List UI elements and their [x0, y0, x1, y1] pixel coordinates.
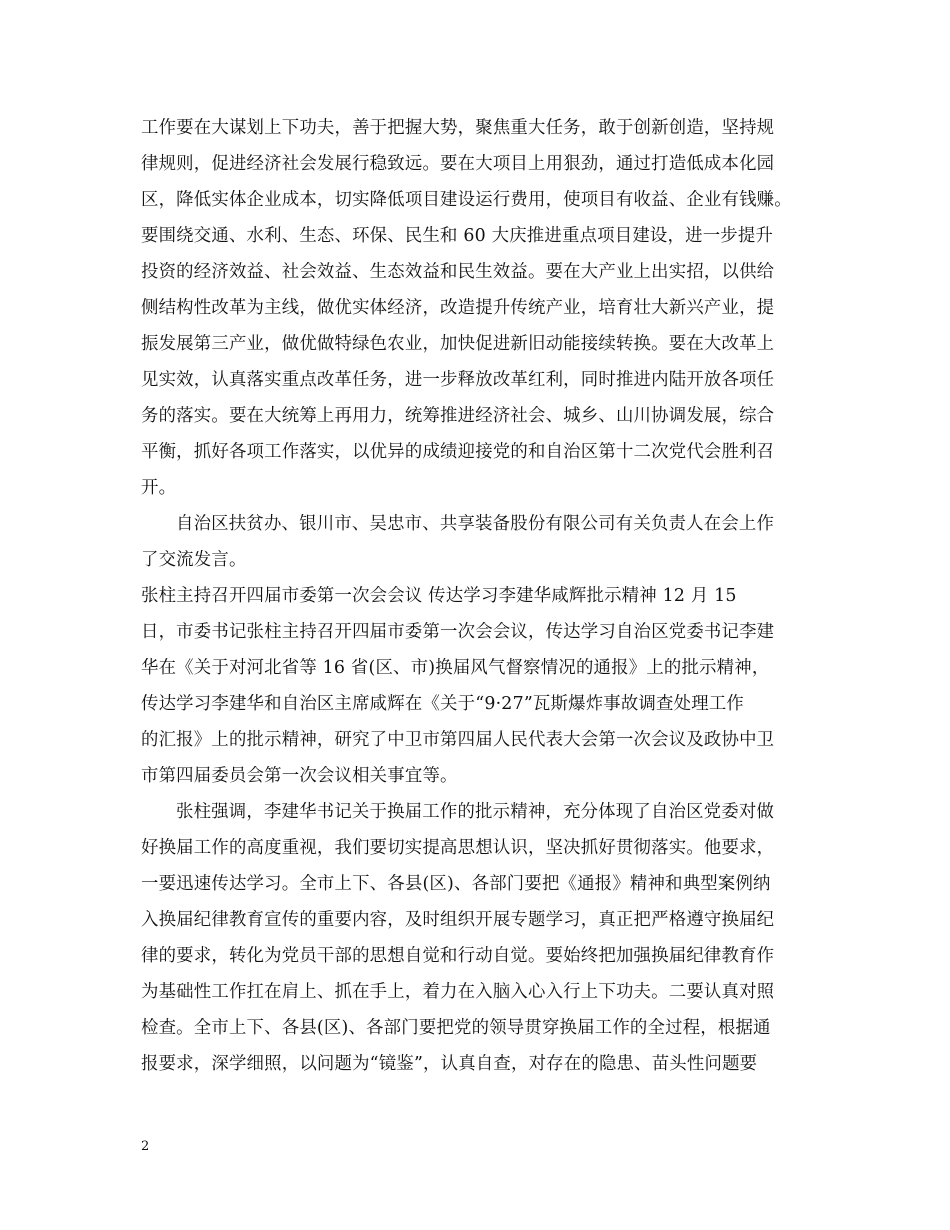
text-line: 见实效，认真落实重点改革任务，进一步释放改革红利，同时推进内陆开放各项任 [141, 370, 775, 390]
heading-line: 张柱主持召开四届市委第一次会会议 传达学习李建华咸辉批示精神 12 月 15 [141, 586, 737, 606]
text-line: 了交流发言。 [141, 550, 247, 570]
text-line: 入换届纪律教育宣传的重要内容，及时组织开展专题学习，真正把严格遵守换届纪 [141, 910, 775, 930]
text-line: 报要求，深学细照，以问题为“镜鉴”，认真自查，对存在的隐患、苗头性问题要 [141, 1054, 758, 1074]
text-line: 工作要在大谋划上下功夫，善于把握大势，聚焦重大任务，敢于创新创造，坚持规 [141, 118, 775, 138]
text-line: 好换届工作的高度重视，我们要切实提高思想认识，坚决抓好贯彻落实。他要求， [141, 838, 775, 858]
text-line: 检查。全市上下、各县(区)、各部门要把党的领导贯穿换届工作的全过程，根据通 [141, 1018, 771, 1038]
text-line: 传达学习李建华和自治区主席咸辉在《关于“9·27”瓦斯爆炸事故调查处理工作 [141, 694, 745, 714]
text-line: 为基础性工作扛在肩上、抓在手上，着力在入脑入心入行上下功夫。二要认真对照 [141, 982, 775, 1002]
text-line: 一要迅速传达学习。全市上下、各县(区)、各部门要把《通报》精神和典型案例纳 [141, 874, 771, 894]
text-line: 平衡，抓好各项工作落实，以优异的成绩迎接党的和自治区第十二次党代会胜利召 [141, 442, 775, 462]
paragraph-first-line: 张柱强调，李建华书记关于换届工作的批示精神，充分体现了自治区党委对做 [176, 802, 775, 822]
text-line: 侧结构性改革为主线，做优实体经济，改造提升传统产业，培育壮大新兴产业，提 [141, 298, 775, 318]
text-line: 开。 [141, 478, 177, 498]
text-line: 日，市委书记张柱主持召开四届市委第一次会会议，传达学习自治区党委书记李建 [141, 622, 775, 642]
paragraph-first-line: 自治区扶贫办、银川市、吴忠市、共享装备股份有限公司有关负责人在会上作 [176, 514, 775, 534]
text-line: 市第四届委员会第一次会议相关事宜等。 [141, 766, 458, 786]
text-line: 的汇报》上的批示精神，研究了中卫市第四届人民代表大会第一次会议及政协中卫 [141, 730, 775, 750]
text-line: 务的落实。要在大统筹上再用力，统筹推进经济社会、城乡、山川协调发展，综合 [141, 406, 775, 426]
text-line: 要围绕交通、水利、生态、环保、民生和 60 大庆推进重点项目建设，进一步提升 [141, 226, 774, 246]
page-number: 2 [141, 1139, 150, 1154]
text-line: 华在《关于对河北省等 16 省(区、市)换届风气督察情况的通报》上的批示精神， [141, 658, 770, 678]
text-line: 律的要求，转化为党员干部的思想自觉和行动自觉。要始终把加强换届纪律教育作 [141, 946, 775, 966]
text-line: 区，降低实体企业成本，切实降低项目建设运行费用，使项目有收益、企业有钱赚。 [141, 190, 792, 210]
text-line: 振发展第三产业，做优做特绿色农业，加快促进新旧动能接续转换。要在大改革上 [141, 334, 775, 354]
text-line: 投资的经济效益、社会效益、生态效益和民生效益。要在大产业上出实招，以供给 [141, 262, 775, 282]
text-line: 律规则，促进经济社会发展行稳致远。要在大项目上用狠劲，通过打造低成本化园 [141, 154, 775, 174]
